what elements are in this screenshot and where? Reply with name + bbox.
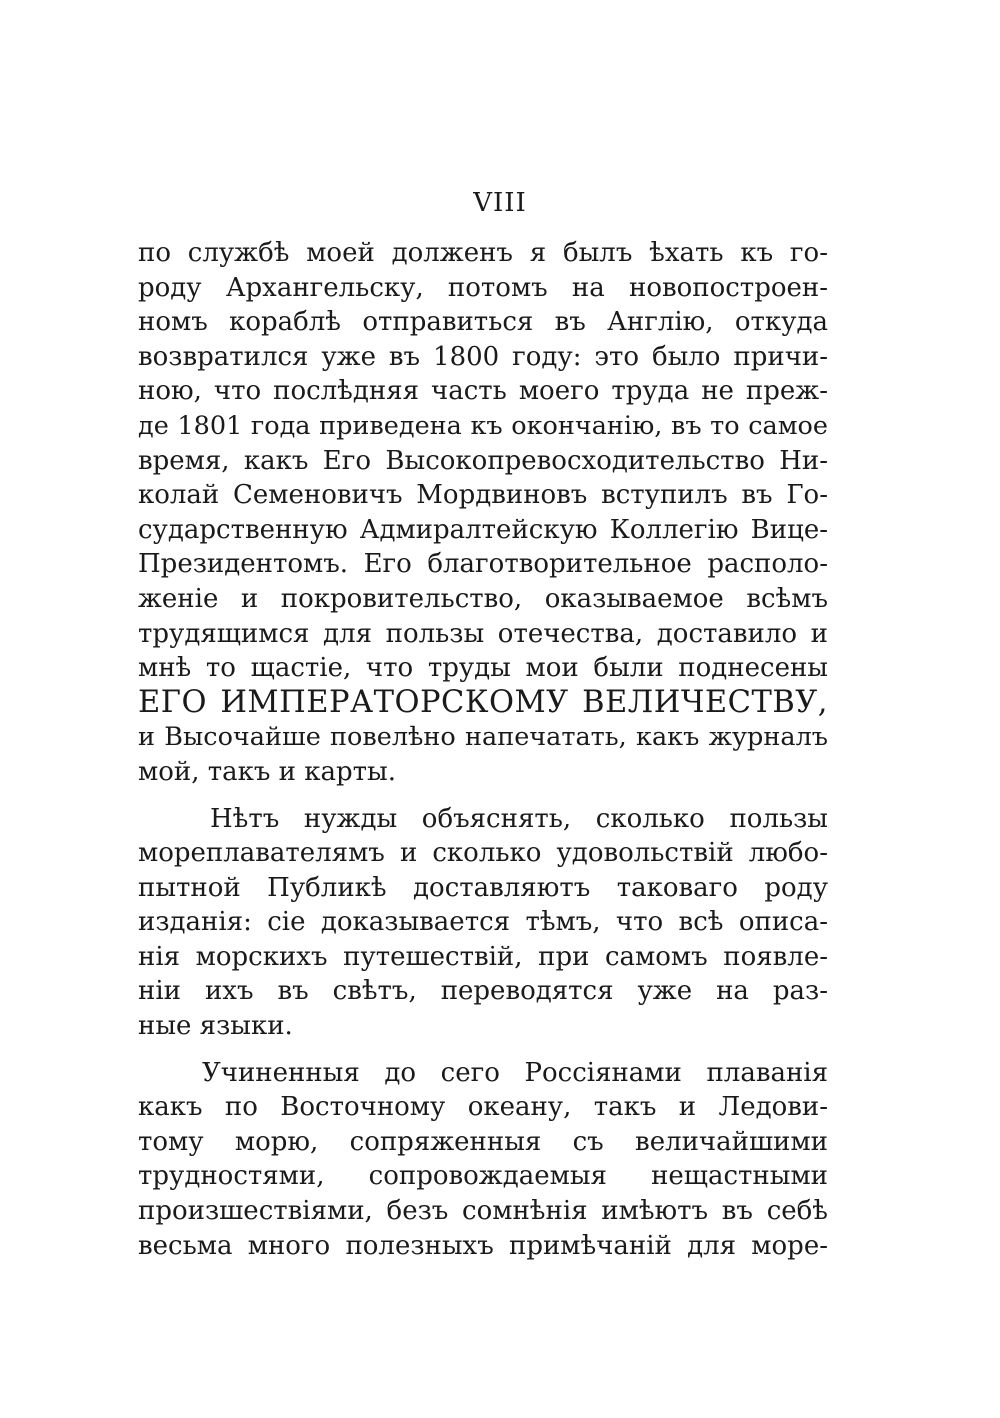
page-number: VIII (473, 188, 527, 218)
text-line: тому морю, сопряженныя съ величайшими (138, 1126, 828, 1157)
text-line: Учиненныя до сего Россіянами плаванія (202, 1057, 828, 1088)
paragraph-gap (138, 1044, 828, 1056)
text-line: мореплавателямъ и сколько удовольствій любо- (138, 838, 828, 869)
text-line: Президентомъ. Его благотворительное располо- (138, 549, 828, 580)
text-line: трудящимся для пользы отечества, доставило и (138, 618, 828, 649)
text-line: и Высочайше повелѣно напечатать, какъ журналъ (138, 722, 828, 753)
text-line: пытной Публикѣ доставляютъ таковаго роду (138, 872, 828, 903)
paragraph (138, 236, 828, 790)
text-line: мой, такъ и карты. (138, 756, 397, 787)
text-line: изданія: сіе доказывается тѣмъ, что всѣ описа- (138, 907, 828, 938)
text-line: номъ кораблѣ отправиться въ Англію, откуда (138, 307, 828, 338)
text-line: Нѣтъ нужды объяснять, сколько пользы (210, 803, 828, 834)
text-line: весьма много полезныхъ примѣчаній для море- (138, 1230, 828, 1261)
body-text (138, 236, 828, 1263)
text-line: роду Архангельску, потомъ на новопостроен- (138, 272, 828, 303)
text-line: трудностями, сопровождаемыя нещастными (138, 1161, 828, 1192)
text-line: какъ по Восточному океану, такъ и Ледови- (138, 1092, 828, 1123)
text-line: сударственную Адмиралтейскую Коллегію Вице- (138, 514, 828, 545)
text-line: де 1801 года приведена къ окончанію, въ то самое (138, 410, 828, 441)
text-line: произшествіями, безъ сомнѣнія имѣютъ въ себѣ (138, 1196, 828, 1227)
text-line: женіе и покровительство, оказываемое всѣмъ (138, 583, 828, 614)
paragraph-gap (138, 790, 828, 802)
paragraph (138, 1056, 828, 1264)
text-line: ною, что послѣдняя часть моего труда не преж- (138, 376, 828, 407)
emperor-title-line: ЕГО ИМПЕРАТОРСКОМУ ВЕЛИЧЕСТВУ, (138, 684, 828, 720)
text-line: нія морскихъ путешествій, при самомъ появле- (138, 941, 828, 972)
text-line: по службѣ моей долженъ я былъ ѣхать къ го- (138, 238, 828, 268)
text-line: мнѣ то щастіе, что труды мои были поднесены (138, 653, 828, 684)
text-line: ніи ихъ въ свѣтъ, переводятся уже на раз- (138, 976, 828, 1007)
text-line: колай Семеновичъ Мордвиновъ вступилъ въ Го- (138, 480, 828, 511)
paragraph (138, 802, 828, 1044)
text-line: время, какъ Его Высокопревосходительство Ни- (138, 445, 828, 476)
text-line: ные языки. (138, 1011, 293, 1042)
text-line: возвратился уже въ 1800 году: это было причи- (138, 341, 828, 372)
